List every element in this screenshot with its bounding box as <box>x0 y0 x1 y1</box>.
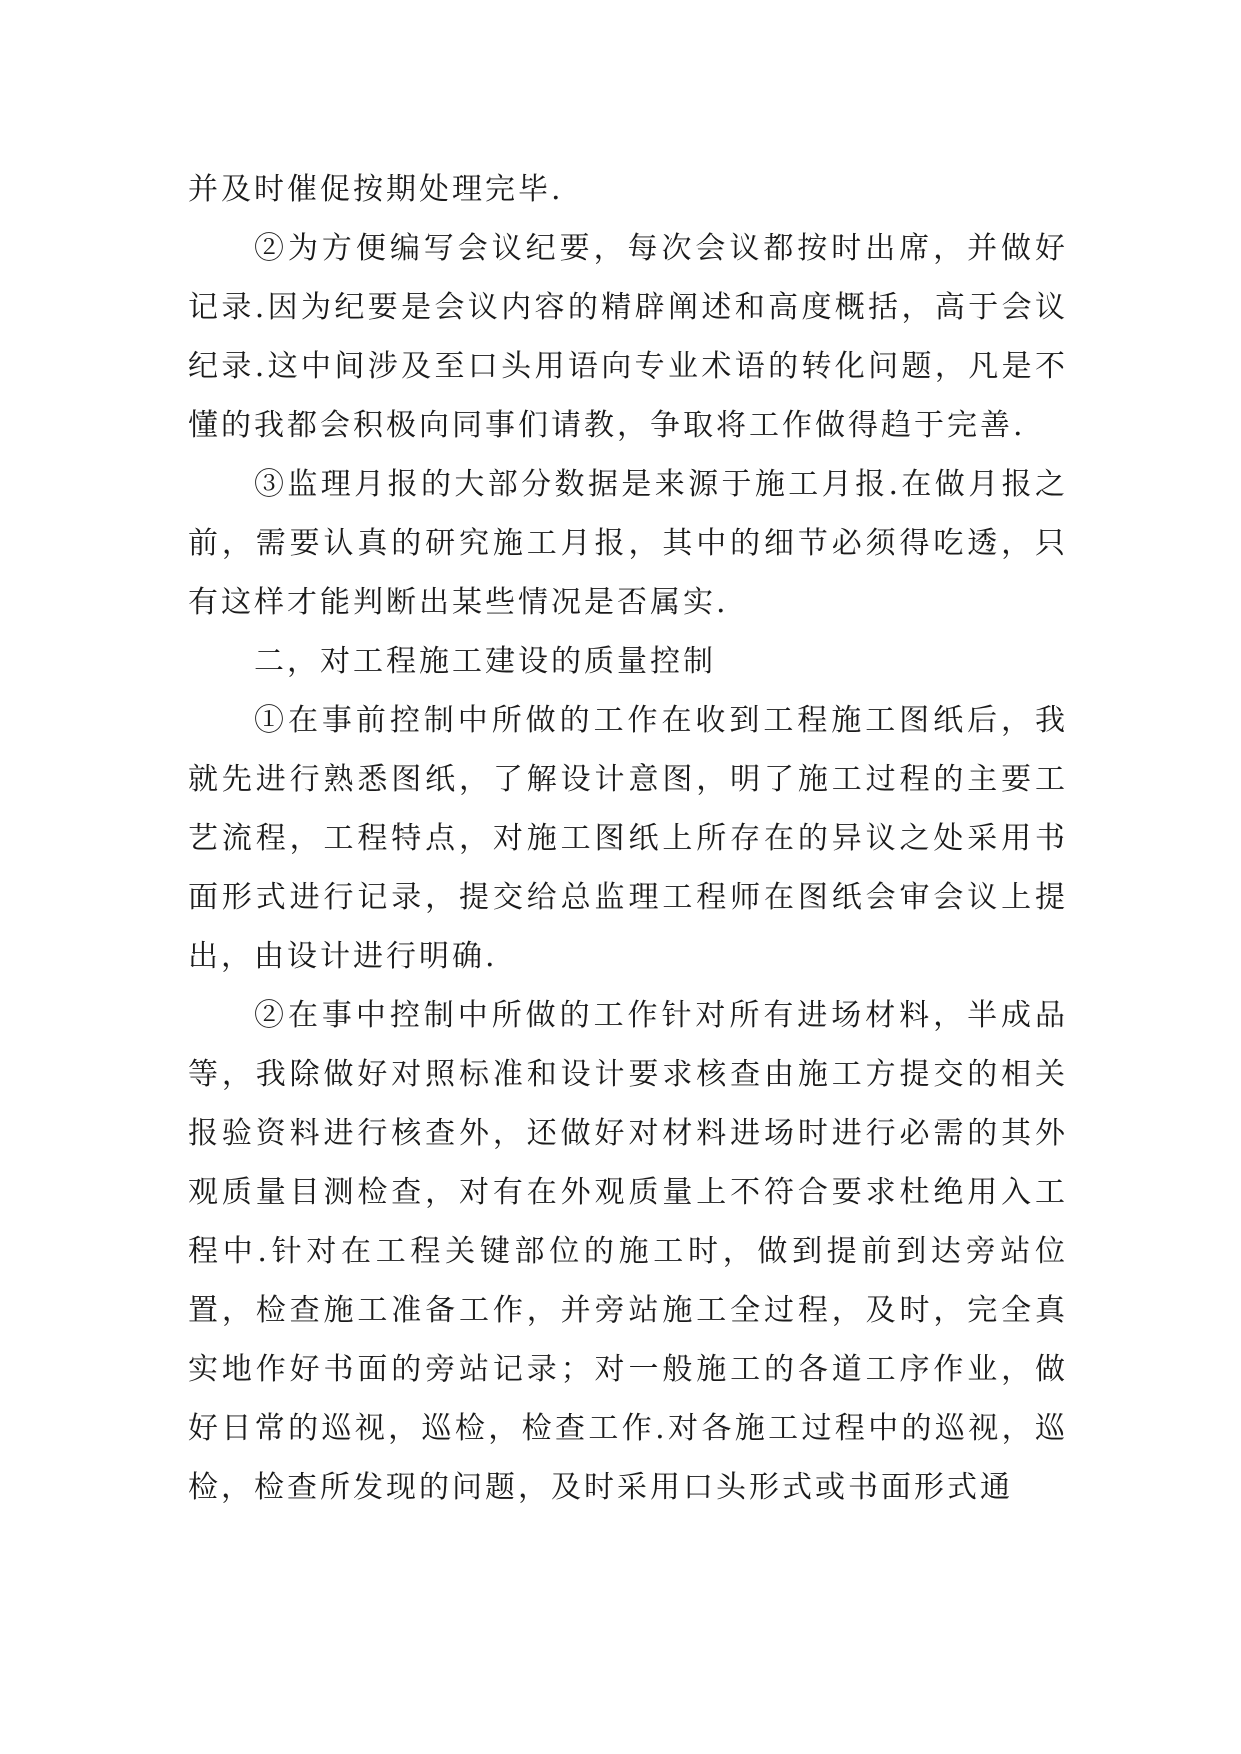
paragraph-continuation: 并及时催促按期处理完毕. <box>188 172 564 207</box>
document-body <box>188 160 1068 1517</box>
paragraph-pre-control: ①在事前控制中所做的工作在收到工程施工图纸后，我就先进行熟悉图纸，了解设计意图，明了施工过程的主要工艺流程，工程特点，对施工图纸上所存在的异议之处采用书面形式进行记录，提交给总监理工程师在图纸会审会议上提出，由设计进行明确. <box>188 703 1068 974</box>
paragraph-meeting-minutes: ②为方便编写会议纪要，每次会议都按时出席，并做好记录.因为纪要是会议内容的精辟阐述和高度概括，高于会议纪录.这中间涉及至口头用语向专业术语的转化问题，凡是不懂的我都会积极向同事们请教，争取将工作做得趋于完善. <box>188 231 1068 443</box>
paragraph-monthly-report: ③监理月报的大部分数据是来源于施工月报.在做月报之前，需要认真的研究施工月报，其中的细节必须得吃透，只有这样才能判断出某些情况是否属实. <box>188 467 1068 620</box>
paragraph-in-process-control: ②在事中控制中所做的工作针对所有进场材料，半成品等，我除做好对照标准和设计要求核查由施工方提交的相关报验资料进行核查外，还做好对材料进场时进行必需的其外观质量目测检查，对有在外观质量上不符合要求杜绝用入工程中.针对在工程关键部位的施工时，做到提前到达旁站位置，检查施工准备工作，并旁站施工全过程，及时，完全真实地作好书面的旁站记录；对一般施工的各道工序作业，做好日常的巡视，巡检，检查工作.对各施工过程中的巡视，巡检，检查所发现的问题，及时采用口头形式或书面形式通 <box>188 998 1068 1505</box>
section-heading-quality-control: 二，对工程施工建设的质量控制 <box>254 644 716 679</box>
